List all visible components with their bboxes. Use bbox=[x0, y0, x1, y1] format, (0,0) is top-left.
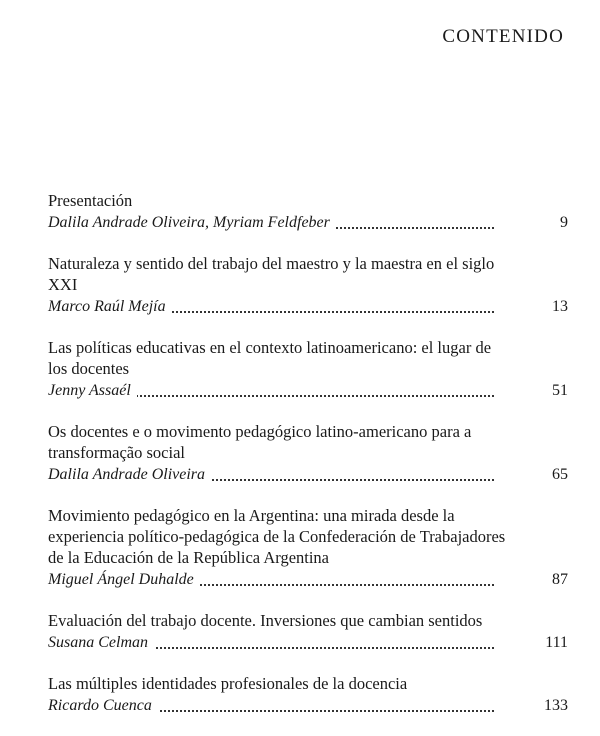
author-line bbox=[48, 380, 568, 401]
entry-page-number: 133 bbox=[544, 697, 568, 714]
author-line bbox=[48, 464, 568, 485]
entry-title: Movimiento pedagógico en la Argentina: una mirada desde la experiencia político-pedagógica de la Confederación de Trabajadores de la Educación de la República Argentina bbox=[48, 506, 506, 567]
toc-entry bbox=[48, 505, 568, 590]
entry-page-number: 9 bbox=[560, 214, 568, 231]
toc-entry bbox=[48, 337, 568, 401]
toc-entry bbox=[48, 610, 568, 653]
author-line bbox=[48, 695, 568, 716]
page-title: CONTENIDO bbox=[442, 26, 564, 47]
entry-title: Naturaleza y sentido del trabajo del maestro y la maestra en el siglo XXI bbox=[48, 254, 495, 294]
author-line bbox=[48, 569, 568, 590]
entry-title: Las políticas educativas en el contexto latinoamericano: el lugar de los docentes bbox=[48, 338, 492, 378]
entry-page-number: 65 bbox=[552, 466, 568, 483]
entry-author: Dalila Andrade Oliveira, Myriam Feldfeber bbox=[48, 214, 336, 231]
toc-entry bbox=[48, 190, 568, 233]
entry-page-number: 13 bbox=[552, 298, 568, 315]
entry-author: Susana Celman bbox=[48, 634, 154, 651]
entry-author: Marco Raúl Mejía bbox=[48, 298, 172, 315]
entry-page-number: 111 bbox=[545, 634, 568, 651]
author-line bbox=[48, 632, 568, 653]
toc-entry bbox=[48, 673, 568, 716]
author-line bbox=[48, 296, 568, 317]
toc-entry bbox=[48, 253, 568, 317]
entry-title: Las múltiples identidades profesionales de la docencia bbox=[48, 674, 408, 693]
entry-title: Presentación bbox=[48, 191, 133, 210]
entry-author: Ricardo Cuenca bbox=[48, 697, 158, 714]
entry-title: Evaluación del trabajo docente. Inversiones que cambian sentidos bbox=[48, 611, 483, 630]
entry-title: Os docentes e o movimento pedagógico latino-americano para a transformação social bbox=[48, 422, 472, 462]
entry-author: Miguel Ángel Duhalde bbox=[48, 571, 200, 588]
author-line bbox=[48, 212, 568, 233]
table-of-contents bbox=[48, 190, 568, 736]
entry-page-number: 87 bbox=[552, 571, 568, 588]
entry-author: Jenny Assaél bbox=[48, 382, 137, 399]
toc-entry bbox=[48, 421, 568, 485]
entry-author: Dalila Andrade Oliveira bbox=[48, 466, 211, 483]
entry-page-number: 51 bbox=[552, 382, 568, 399]
